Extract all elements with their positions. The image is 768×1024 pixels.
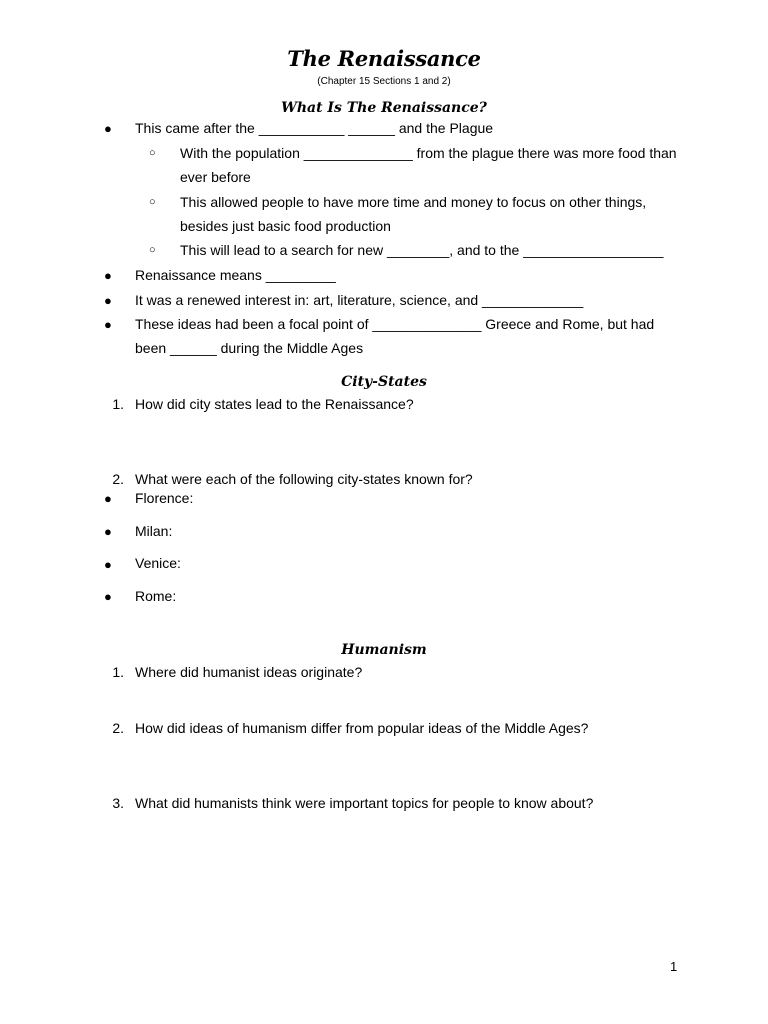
bullet-text: These ideas had been a focal point of ______________ Greece and Rome, but had [135, 316, 655, 332]
sub-bullet-icon: ○ [149, 244, 156, 256]
question-number: 1. [112, 396, 124, 412]
question-number: 3. [112, 795, 124, 811]
bullet-text-continued: been ______ during the Middle Ages [135, 340, 364, 356]
sub-bullet-icon: ○ [149, 196, 156, 208]
bullet-icon: ● [104, 293, 112, 308]
sub-bullet-icon: ○ [149, 147, 156, 159]
sub-bullet-text-continued: besides just basic food production [180, 218, 391, 234]
sub-bullet-text: This allowed people to have more time and money to focus on other things, [180, 194, 647, 210]
question-text: How did city states lead to the Renaissance? [135, 396, 414, 412]
city-rome: Rome: [135, 588, 177, 604]
sub-bullet-text-continued: ever before [180, 169, 251, 185]
question-number: 2. [112, 471, 124, 487]
city-milan: Milan: [135, 523, 173, 539]
page-number: 1 [670, 959, 678, 974]
question-text: What did humanists think were important topics for people to know about? [135, 795, 594, 811]
question-text: Where did humanist ideas originate? [135, 664, 363, 680]
city-florence: Florence: [135, 490, 194, 506]
bullet-icon: ● [104, 557, 112, 572]
bullet-icon: ● [104, 317, 112, 332]
sub-bullet-text: This will lead to a search for new ________, and to the __________________ [180, 242, 664, 258]
bullet-text: This came after the ___________ ______ and the Plague [135, 120, 494, 136]
bullet-icon: ● [104, 268, 112, 283]
question-number: 1. [112, 664, 124, 680]
bullet-text: Renaissance means _________ [135, 267, 336, 283]
question-text: What were each of the following city-states known for? [135, 471, 473, 487]
section-heading-humanism: Humanism [341, 642, 427, 658]
sub-bullet-text: With the population ______________ from the plague there was more food than [180, 145, 677, 161]
question-number: 2. [112, 720, 124, 736]
bullet-icon: ● [104, 524, 112, 539]
page-subtitle: (Chapter 15 Sections 1 and 2) [317, 76, 451, 87]
question-text: How did ideas of humanism differ from popular ideas of the Middle Ages? [135, 720, 589, 736]
bullet-icon: ● [104, 589, 112, 604]
page-title: The Renaissance [287, 46, 481, 71]
bullet-icon: ● [104, 121, 112, 136]
bullet-text: It was a renewed interest in: art, literature, science, and _____________ [135, 292, 584, 308]
section-heading-city-states: City-States [341, 374, 427, 390]
bullet-icon: ● [104, 491, 112, 506]
city-venice: Venice: [135, 555, 181, 571]
section-heading-renaissance: What Is The Renaissance? [281, 100, 487, 116]
